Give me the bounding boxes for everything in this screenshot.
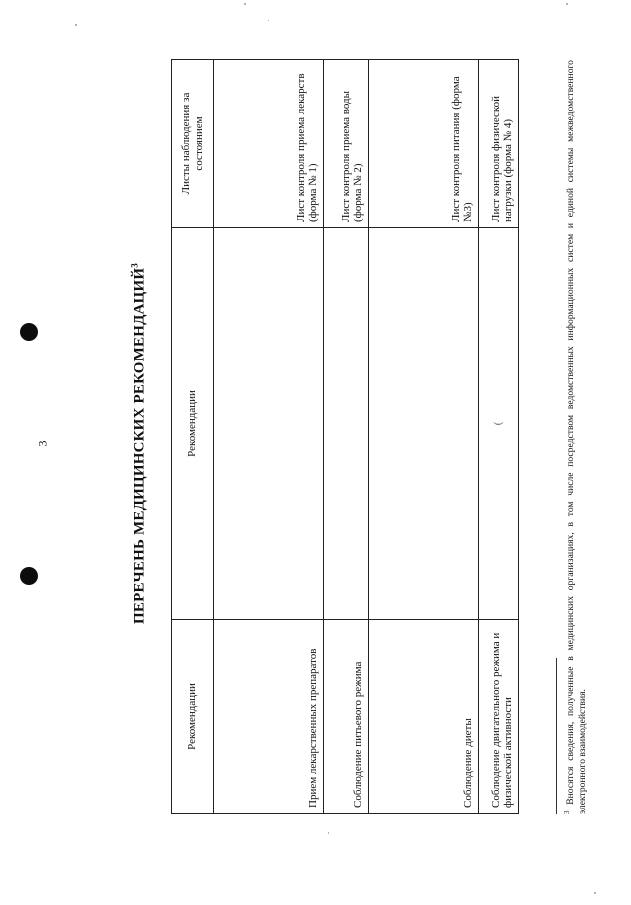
table-row bbox=[479, 60, 519, 814]
table-row bbox=[324, 60, 369, 814]
scan-speck bbox=[328, 832, 329, 834]
header-observation-sheets: Листы наблюдения за состоянием bbox=[172, 60, 214, 228]
scan-speck bbox=[75, 24, 77, 26]
row-sheet: Лист контроля физической нагрузки (форма № 4) bbox=[479, 60, 519, 228]
scan-speck bbox=[244, 3, 246, 5]
row-recommendation: Соблюдение диеты bbox=[369, 620, 479, 814]
footnote bbox=[563, 60, 589, 814]
row-details bbox=[324, 228, 369, 620]
punch-hole bbox=[20, 567, 38, 585]
row-sheet: Лист контроля приема лекарств (форма № 1) bbox=[214, 60, 324, 228]
scan-mark: ( bbox=[493, 421, 505, 426]
row-details bbox=[214, 228, 324, 620]
title-footnote-mark: 3 bbox=[129, 263, 140, 268]
recommendations-table-wrapper bbox=[171, 60, 518, 814]
scan-speck bbox=[566, 3, 568, 5]
row-sheet: Лист контроля питания (форма №3) bbox=[369, 60, 479, 228]
row-details bbox=[369, 228, 479, 620]
row-recommendation: Соблюдение двигательного режима и физической активности bbox=[479, 620, 519, 814]
scan-speck bbox=[268, 20, 269, 21]
scan-speck bbox=[594, 892, 596, 894]
table-row bbox=[214, 60, 324, 814]
recommendations-table bbox=[171, 59, 519, 814]
row-sheet: Лист контроля приема воды (форма № 2) bbox=[324, 60, 369, 228]
row-details bbox=[479, 228, 519, 620]
header-recommendation: Рекомендации bbox=[172, 620, 214, 814]
page-title bbox=[130, 209, 149, 679]
footnote-mark: 3 bbox=[563, 810, 571, 814]
table-header-row bbox=[172, 60, 214, 814]
punch-hole bbox=[20, 323, 38, 341]
table-row bbox=[369, 60, 479, 814]
page-number: 3 bbox=[35, 440, 50, 447]
header-recommendation-details: Рекомендации bbox=[172, 228, 214, 620]
footnote-text: Вносятся сведения, полученные в медицинских организациях, в том числе посредством ведомственных информационных систем и единой системы межведомственного электронного взаимодействия. bbox=[565, 60, 589, 814]
row-recommendation: Соблюдение питьевого режима bbox=[324, 620, 369, 814]
footnote-separator bbox=[556, 658, 557, 814]
row-recommendation: Прием лекарственных препаратов bbox=[214, 620, 324, 814]
title-text: ПЕРЕЧЕНЬ МЕДИЦИНСКИХ РЕКОМЕНДАЦИЙ bbox=[131, 267, 148, 624]
